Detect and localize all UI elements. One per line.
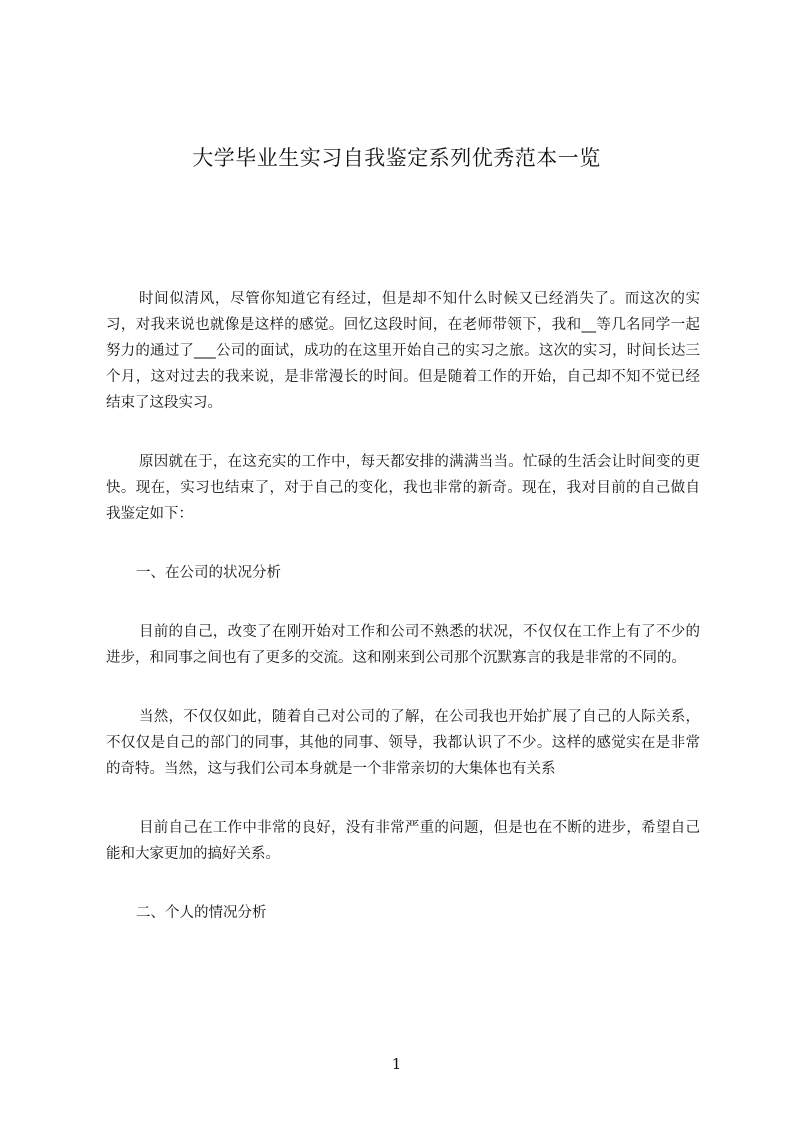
document-title: 大学毕业生实习自我鉴定系列优秀范本一览 bbox=[192, 146, 601, 170]
document-body bbox=[106, 286, 700, 959]
page-number: 1 bbox=[391, 1055, 402, 1073]
paragraph-company-progress: 目前的自己，改变了在刚开始对工作和公司不熟悉的状况，不仅仅在工作上有了不少的进步，和同事之间也有了更多的交流。这和刚来到公司那个沉默寡言的我是非常的不同的。 bbox=[106, 624, 700, 666]
section-heading-personal: 二、个人的情况分析 bbox=[136, 905, 267, 921]
paragraph-current-status: 目前自己在工作中非常的良好，没有非常严重的问题，但是也在不断的进步，希望自己能和大家更加的搞好关系。 bbox=[106, 820, 700, 862]
paragraph-relationships: 当然，不仅仅如此，随着自己对公司的了解，在公司我也开始扩展了自己的人际关系，不仅仅是自己的部门的同事，其他的同事、领导，我都认识了不少。这样的感觉实在是非常的奇特。当然，这与我们公司本身就是一个非常亲切的大集体也有关系 bbox=[106, 709, 700, 777]
paragraph-reason: 原因就在于，在这充实的工作中，每天都安排的满满当当。忙碌的生活会让时间变的更快。现在，实习也结束了，对于自己的变化，我也非常的新奇。现在，我对目前的自己做自我鉴定如下： bbox=[106, 454, 700, 522]
paragraph-intro: 时间似清风，尽管你知道它有经过，但是却不知什么时候又已经消失了。而这次的实习，对我来说也就像是这样的感觉。回忆这段时间，在老师带领下，我和__等几名同学一起努力的通过了___公司的面试，成功的在这里开始自己的实习之旅。这次的实习，时间长达三个月，这对过去的我来说，是非常漫长的时间。但是随着工作的开始，自己却不知不觉已经结束了这段实习。 bbox=[106, 291, 700, 411]
section-heading-company: 一、在公司的状况分析 bbox=[136, 565, 281, 581]
